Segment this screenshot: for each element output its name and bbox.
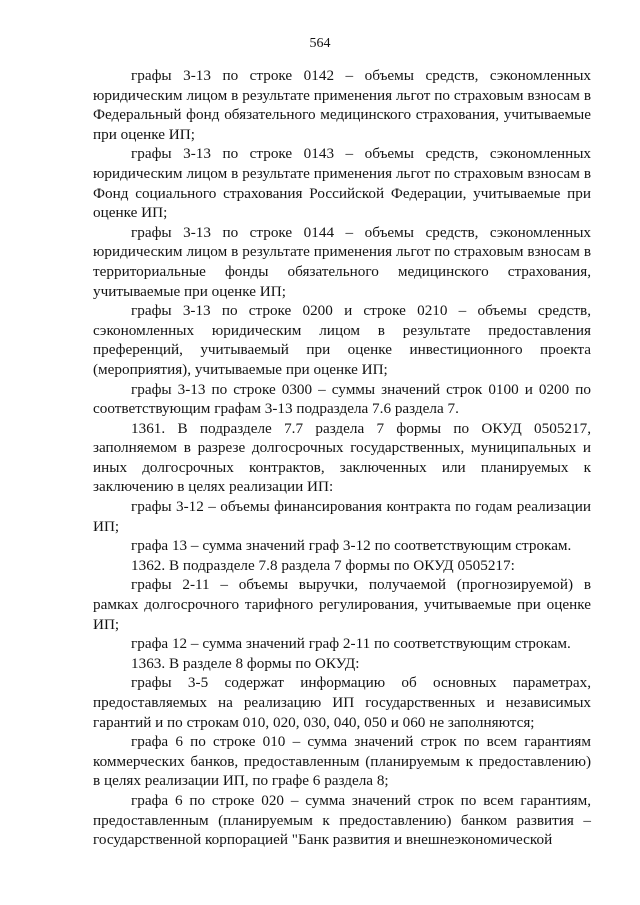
paragraph-columns-2-11: графы 2-11 – объемы выручки, получаемой (прогнозируемой) в рамках долгосрочного тарифного регулирования, учитываемые при оценке ИП;	[93, 576, 591, 633]
paragraph-row-0142: графы 3-13 по строке 0142 – объемы средств, сэкономленных юридическим лицом в результате применения льгот по страховым взносам в Федеральный фонд обязательного медицинского страхования, учитываемые при оценке ИП;	[93, 67, 591, 143]
paragraph-row-0143: графы 3-13 по строке 0143 – объемы средств, сэкономленных юридическим лицом в результате применения льгот по страховым взносам в Фонд социального страхования Российской Федерации, учитываемые при оценке ИП;	[93, 145, 591, 222]
paragraph-1361: 1361. В подразделе 7.7 раздела 7 формы по ОКУД 0505217, заполняемом в разрезе долгосрочных государственных, муниципальных и иных долгосрочных контрактов, заключенных или планируемых к заключению в целях реализации ИП:	[93, 419, 591, 496]
paragraph-row-0144: графы 3-13 по строке 0144 – объемы средств, сэкономленных юридическим лицом в результате применения льгот по страховым взносам в территориальные фонды обязательного медицинского страхования, учитываемые при оценке ИП;	[93, 223, 591, 300]
paragraph-column-12: графа 12 – сумма значений граф 2-11 по соответствующим строкам.	[131, 635, 571, 653]
page-number: 564	[309, 36, 331, 51]
paragraph-column-13: графа 13 – сумма значений граф 3-12 по соответствующим строкам.	[131, 537, 572, 555]
paragraph-row-0200-0210: графы 3-13 по строке 0200 и строке 0210 – объемы средств, сэкономленных юридическим лицом в результате предоставления преференций, учитываемый при оценке инвестиционного проекта (мероприятия), учитываемые при оценке ИП;	[93, 302, 591, 378]
paragraph-columns-3-5: графы 3-5 содержат информацию об основных параметрах, предоставляемых на реализацию ИП государственных и независимых гарантий и по строкам 010, 020, 030, 040, 050 и 060 не заполняются;	[93, 674, 591, 731]
paragraph-columns-3-12: графы 3-12 – объемы финансирования контракта по годам реализации ИП;	[93, 498, 591, 535]
paragraph-row-0300: графы 3-13 по строке 0300 – суммы значений строк 0100 и 0200 по соответствующим графам 3-13 подраздела 7.6 раздела 7.	[93, 380, 591, 418]
paragraph-1363: 1363. В разделе 8 формы по ОКУД:	[131, 654, 360, 672]
document-body	[93, 66, 591, 850]
paragraph-1362: 1362. В подразделе 7.8 раздела 7 формы по ОКУД 0505217:	[131, 556, 515, 574]
paragraph-column-6-row-020: графа 6 по строке 020 – сумма значений строк по всем гарантиям, предоставленным (планируемым к предоставлению) банком развития – государственной корпорацией "Банк развития и внешнеэкономической	[93, 791, 591, 849]
paragraph-column-6-row-010: графа 6 по строке 010 – сумма значений строк по всем гарантиям коммерческих банков, предоставленным (планируемым к предоставлению) в целях реализации ИП, по графе 6 раздела 8;	[93, 733, 591, 790]
